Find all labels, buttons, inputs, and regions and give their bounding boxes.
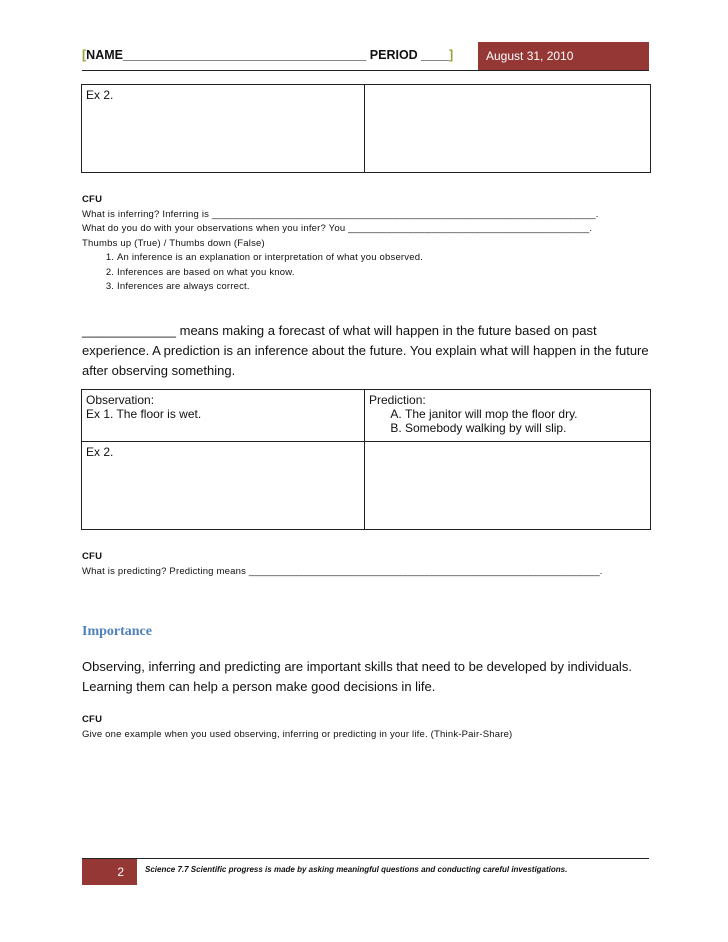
cfu-title: CFU xyxy=(82,714,103,725)
cfu-line: Thumbs up (True) / Thumbs down (False) xyxy=(82,237,265,249)
list-item: 3. Inferences are always correct. xyxy=(117,280,599,295)
importance-paragraph: Observing, inferring and predicting are important skills that need to be developed by individuals. Learning them can help a person make good decisions in life. xyxy=(82,659,632,694)
importance-heading: Importance xyxy=(82,624,152,639)
page-footer xyxy=(82,858,649,885)
prediction-paragraph xyxy=(82,321,652,381)
list-item: 1. An inference is an explanation or interpretation of what you observed. xyxy=(117,251,599,266)
prediction-ex2-answer-cell xyxy=(365,442,651,530)
observation-cell xyxy=(82,390,365,442)
observation-ex1: Ex 1. The floor is wet. xyxy=(86,407,202,421)
prediction-table xyxy=(81,389,651,530)
list-item: B. Somebody walking by will slip. xyxy=(405,421,646,435)
true-false-list xyxy=(82,251,599,295)
cfu-inferring xyxy=(82,193,599,295)
prediction-text: means making a forecast of what will happen in the future based on past experience. A prediction is an inference about the future. You explain what will happen in the future after observing something. xyxy=(82,323,649,378)
header-date: August 31, 2010 xyxy=(478,42,649,70)
list-item: A. The janitor will mop the floor dry. xyxy=(405,407,646,421)
page-header xyxy=(82,42,649,71)
inference-table xyxy=(81,84,651,173)
cfu-title: CFU xyxy=(82,551,103,562)
list-item: 2. Inferences are based on what you know. xyxy=(117,266,599,281)
observation-header: Observation: xyxy=(86,393,155,407)
footer-standard-text: Science 7.7 Scientific progress is made by asking meaningful questions and conducting careful investigations. xyxy=(145,865,568,874)
cfu-line: Give one example when you used observing, inferring or predicting in your life. (Think-Pair-Share) xyxy=(82,728,513,740)
inference-ex2-cell: Ex 2. xyxy=(82,85,365,173)
cfu-line: What is predicting? Predicting means ________________________________________________________________. xyxy=(82,565,603,577)
name-label: NAME___________________________________ PERIOD ____ xyxy=(86,48,449,62)
prediction-list xyxy=(369,407,646,435)
name-period-line xyxy=(82,48,453,62)
bracket-open: [ xyxy=(82,48,87,62)
cfu-predicting xyxy=(82,550,603,579)
cfu-line: What is inferring? Inferring is ______________________________________________________________________. xyxy=(82,208,599,220)
inference-ex2-answer-cell xyxy=(365,85,651,173)
cfu-line: What do you do with your observations when you infer? You ____________________________________________. xyxy=(82,223,593,234)
prediction-blank: _____________ xyxy=(82,323,176,338)
page-number: 2 xyxy=(82,859,137,885)
prediction-ex2-cell: Ex 2. xyxy=(82,442,365,530)
prediction-cell xyxy=(365,390,651,442)
cfu-title: CFU xyxy=(82,194,103,205)
cfu-example xyxy=(82,713,512,742)
bracket-close: ] xyxy=(448,48,454,62)
prediction-header: Prediction: xyxy=(369,393,426,407)
